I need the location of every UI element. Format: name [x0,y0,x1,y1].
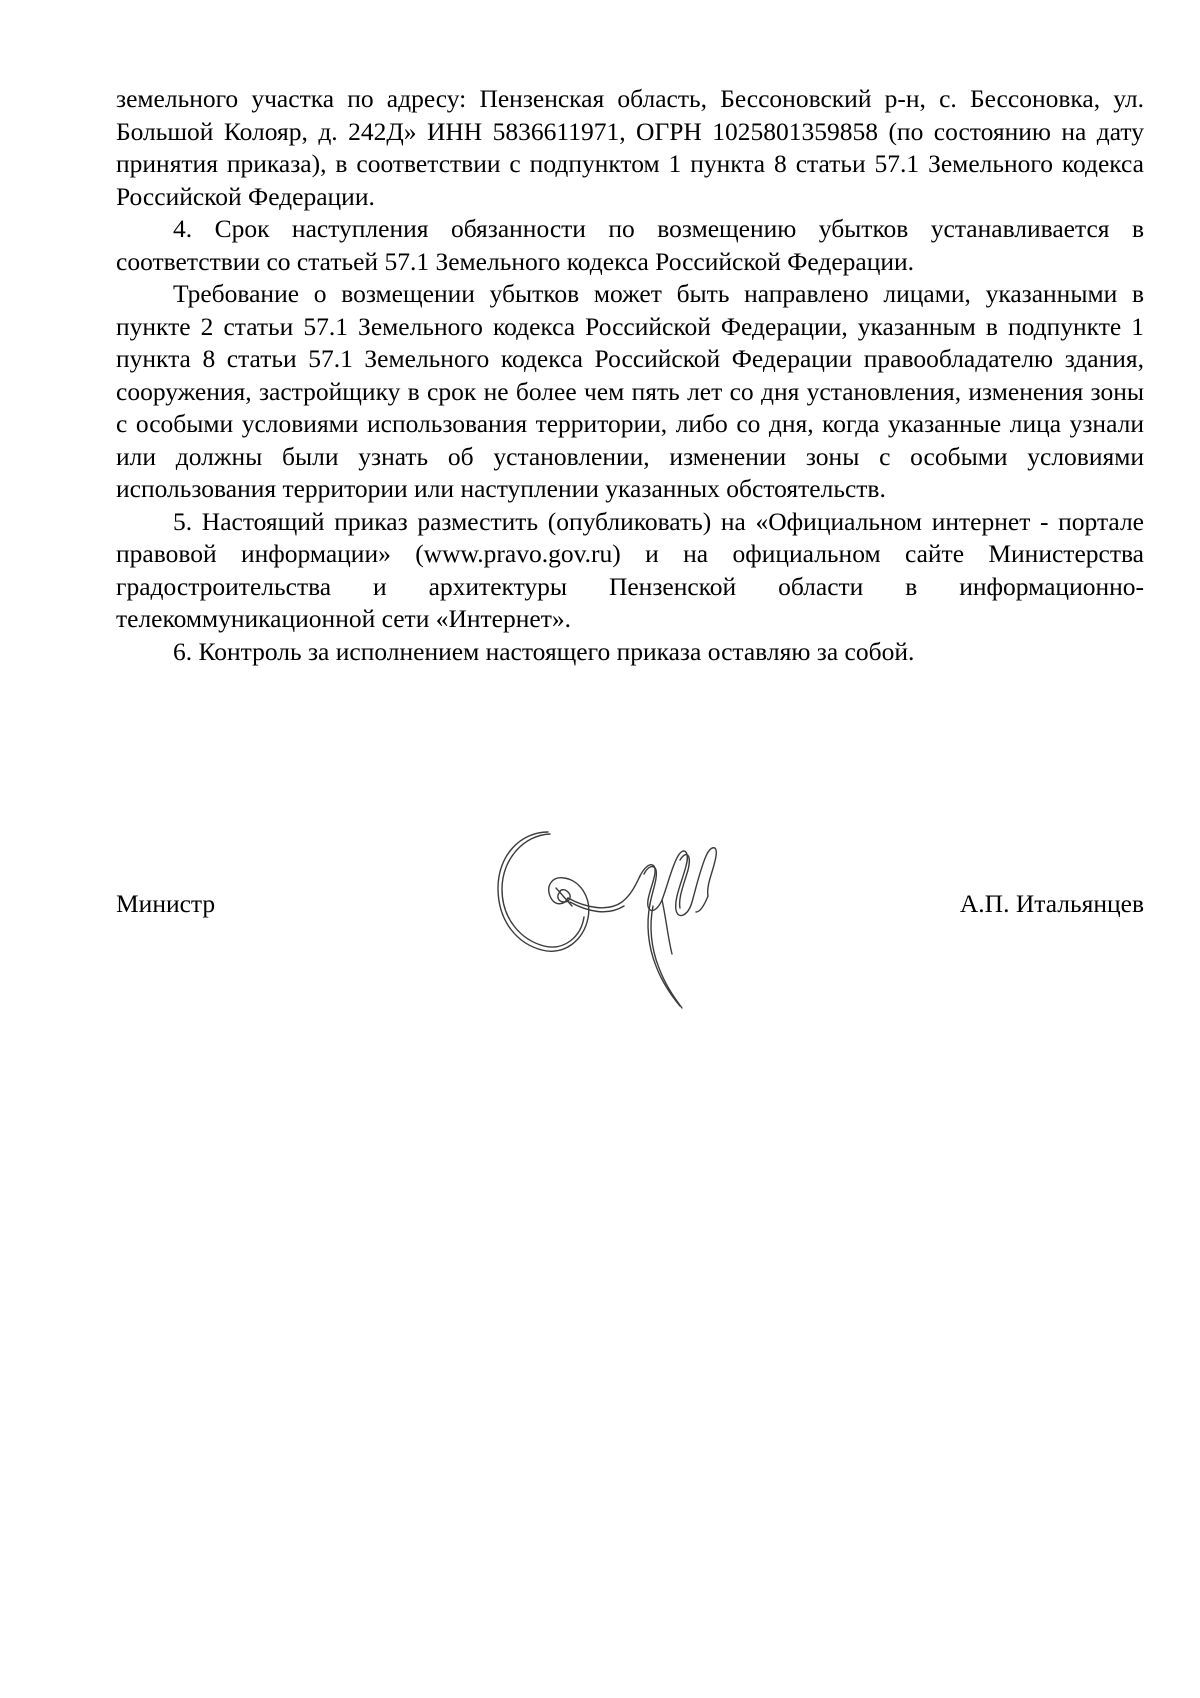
document-body [116,83,1144,668]
signatory-position: Министр [116,889,216,918]
paragraph-item-4: 4. Срок наступления обязанности по возмещению убытков устанавливается в соответствии со статьей 57.1 Земельного кодекса Российской Федерации. [116,214,1144,276]
signature-icon [490,826,770,1016]
paragraph-damages-requirement: Требование о возмещении убытков может быть направлено лицами, указанными в пункте 2 статьи 57.1 Земельного кодекса Российской Федерации, указанным в подпункте 1 пункта 8 статьи 57.1 Земельного кодекса Российской Федерации правообладателю здания, сооружения, застройщику в срок не более чем пять лет со дня установления, изменения зоны с особыми условиями использования территории, либо со дня, когда указанные лица узнали или должны были узнать об установлении, изменении зоны с особыми условиями использования территории или наступлении указанных обстоятельств. [116,279,1144,503]
signatory-name: А.П. Итальянцев [959,889,1144,918]
paragraph-address-continuation: земельного участка по адресу: Пензенская область, Бессоновский р-н, с. Бессоновка, ул. Большой Колояр, д. 242Д» ИНН 5836611971, ОГРН 1025801359858 (по состоянию на дату принятия приказа), в соответствии с подпунктом 1 пункта 8 статьи 57.1 Земельного кодекса Российской Федерации. [116,84,1144,211]
paragraph-item-6: 6. Контроль за исполнением настоящего приказа оставляю за собой. [173,636,915,666]
paragraph-item-5: 5. Настоящий приказ разместить (опубликовать) на «Официальном интернет - портале правовой информации» (www.pravo.gov.ru) и на официальном сайте Министерства градостроительства и архитектуры Пензенской области в информационно-телекоммуникационной сети «Интернет». [116,506,1144,633]
